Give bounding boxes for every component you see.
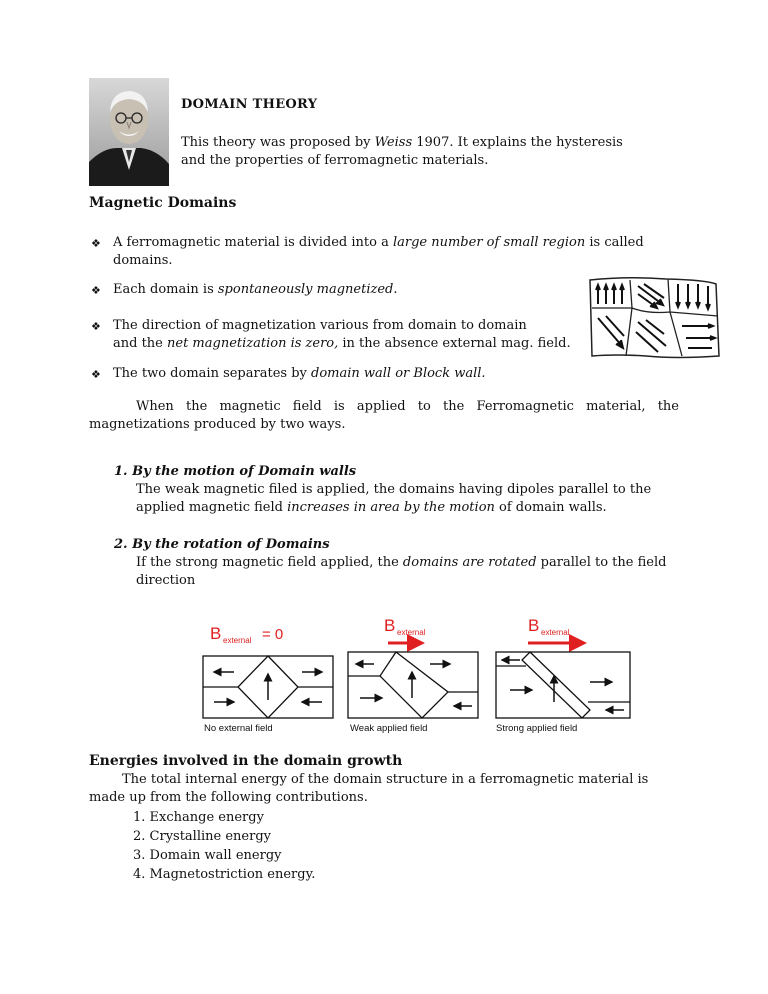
list-item: 1. Exchange energy [133,810,264,825]
way-item: 2. By the rotation of Domains If the strong magnetic field applied, the domains are rotated parallel to the field direction [114,537,667,588]
panel-no-field [203,624,333,734]
svg-text:= 0: = 0 [262,626,284,643]
energy-list [133,809,315,885]
domain-wall-figure [196,610,638,740]
panel-weak-field [348,616,478,734]
svg-text:external: external [541,628,570,637]
svg-text:external: external [397,628,426,637]
energies-paragraph: The total internal energy of the domain structure in a ferromagnetic material is made up from the following contributions. [89,772,649,805]
svg-text:Weak applied field: Weak applied field [350,723,428,734]
bullet-item: ❖ The direction of magnetization various from domain to domain and the net magnetization is zero, in the absence external mag. field. [91,318,571,351]
list-item: 4. Magnetostriction energy. [133,867,316,882]
svg-text:B: B [528,616,540,635]
field-label: B [210,624,222,643]
svg-text:external: external [223,636,252,645]
bullet-item: ❖ A ferromagnetic material is divided into a large number of small region is called domains. [91,235,644,268]
way-item: 1. By the motion of Domain walls The weak magnetic filed is applied, the domains having dipoles parallel to the applied magnetic field increases in area by the motion of domain walls. [114,464,652,515]
diamond-bullet-icon: ❖ [91,237,101,250]
domain-pattern-figure [586,276,722,360]
page-title: DOMAIN THEORY [181,97,318,112]
intro-paragraph: When the magnetic field is applied to the Ferromagnetic material, the magnetizations produced by two ways. [89,399,679,432]
panel-strong-field [496,616,630,734]
bullet-item: ❖ Each domain is spontaneously magnetized. [91,281,681,299]
list-item: 2. Crystalline energy [133,829,271,844]
svg-text:Strong applied field: Strong applied field [496,723,578,734]
svg-text:B: B [384,616,396,635]
energies-heading: Energies involved in the domain growth [89,753,403,769]
svg-text:No external field: No external field [204,723,273,734]
diamond-bullet-icon: ❖ [91,368,101,381]
magnetic-domains-heading: Magnetic Domains [89,195,237,211]
intro-text: This theory was proposed by Weiss 1907. It explains the hysteresis and the properties of ferromagnetic materials. [181,135,623,168]
bullet-item: ❖ The two domain separates by domain wall or Block wall. [91,365,681,383]
diamond-bullet-icon: ❖ [91,284,101,297]
diamond-bullet-icon: ❖ [91,320,101,333]
list-item: 3. Domain wall energy [133,848,282,863]
weiss-portrait [89,78,169,186]
